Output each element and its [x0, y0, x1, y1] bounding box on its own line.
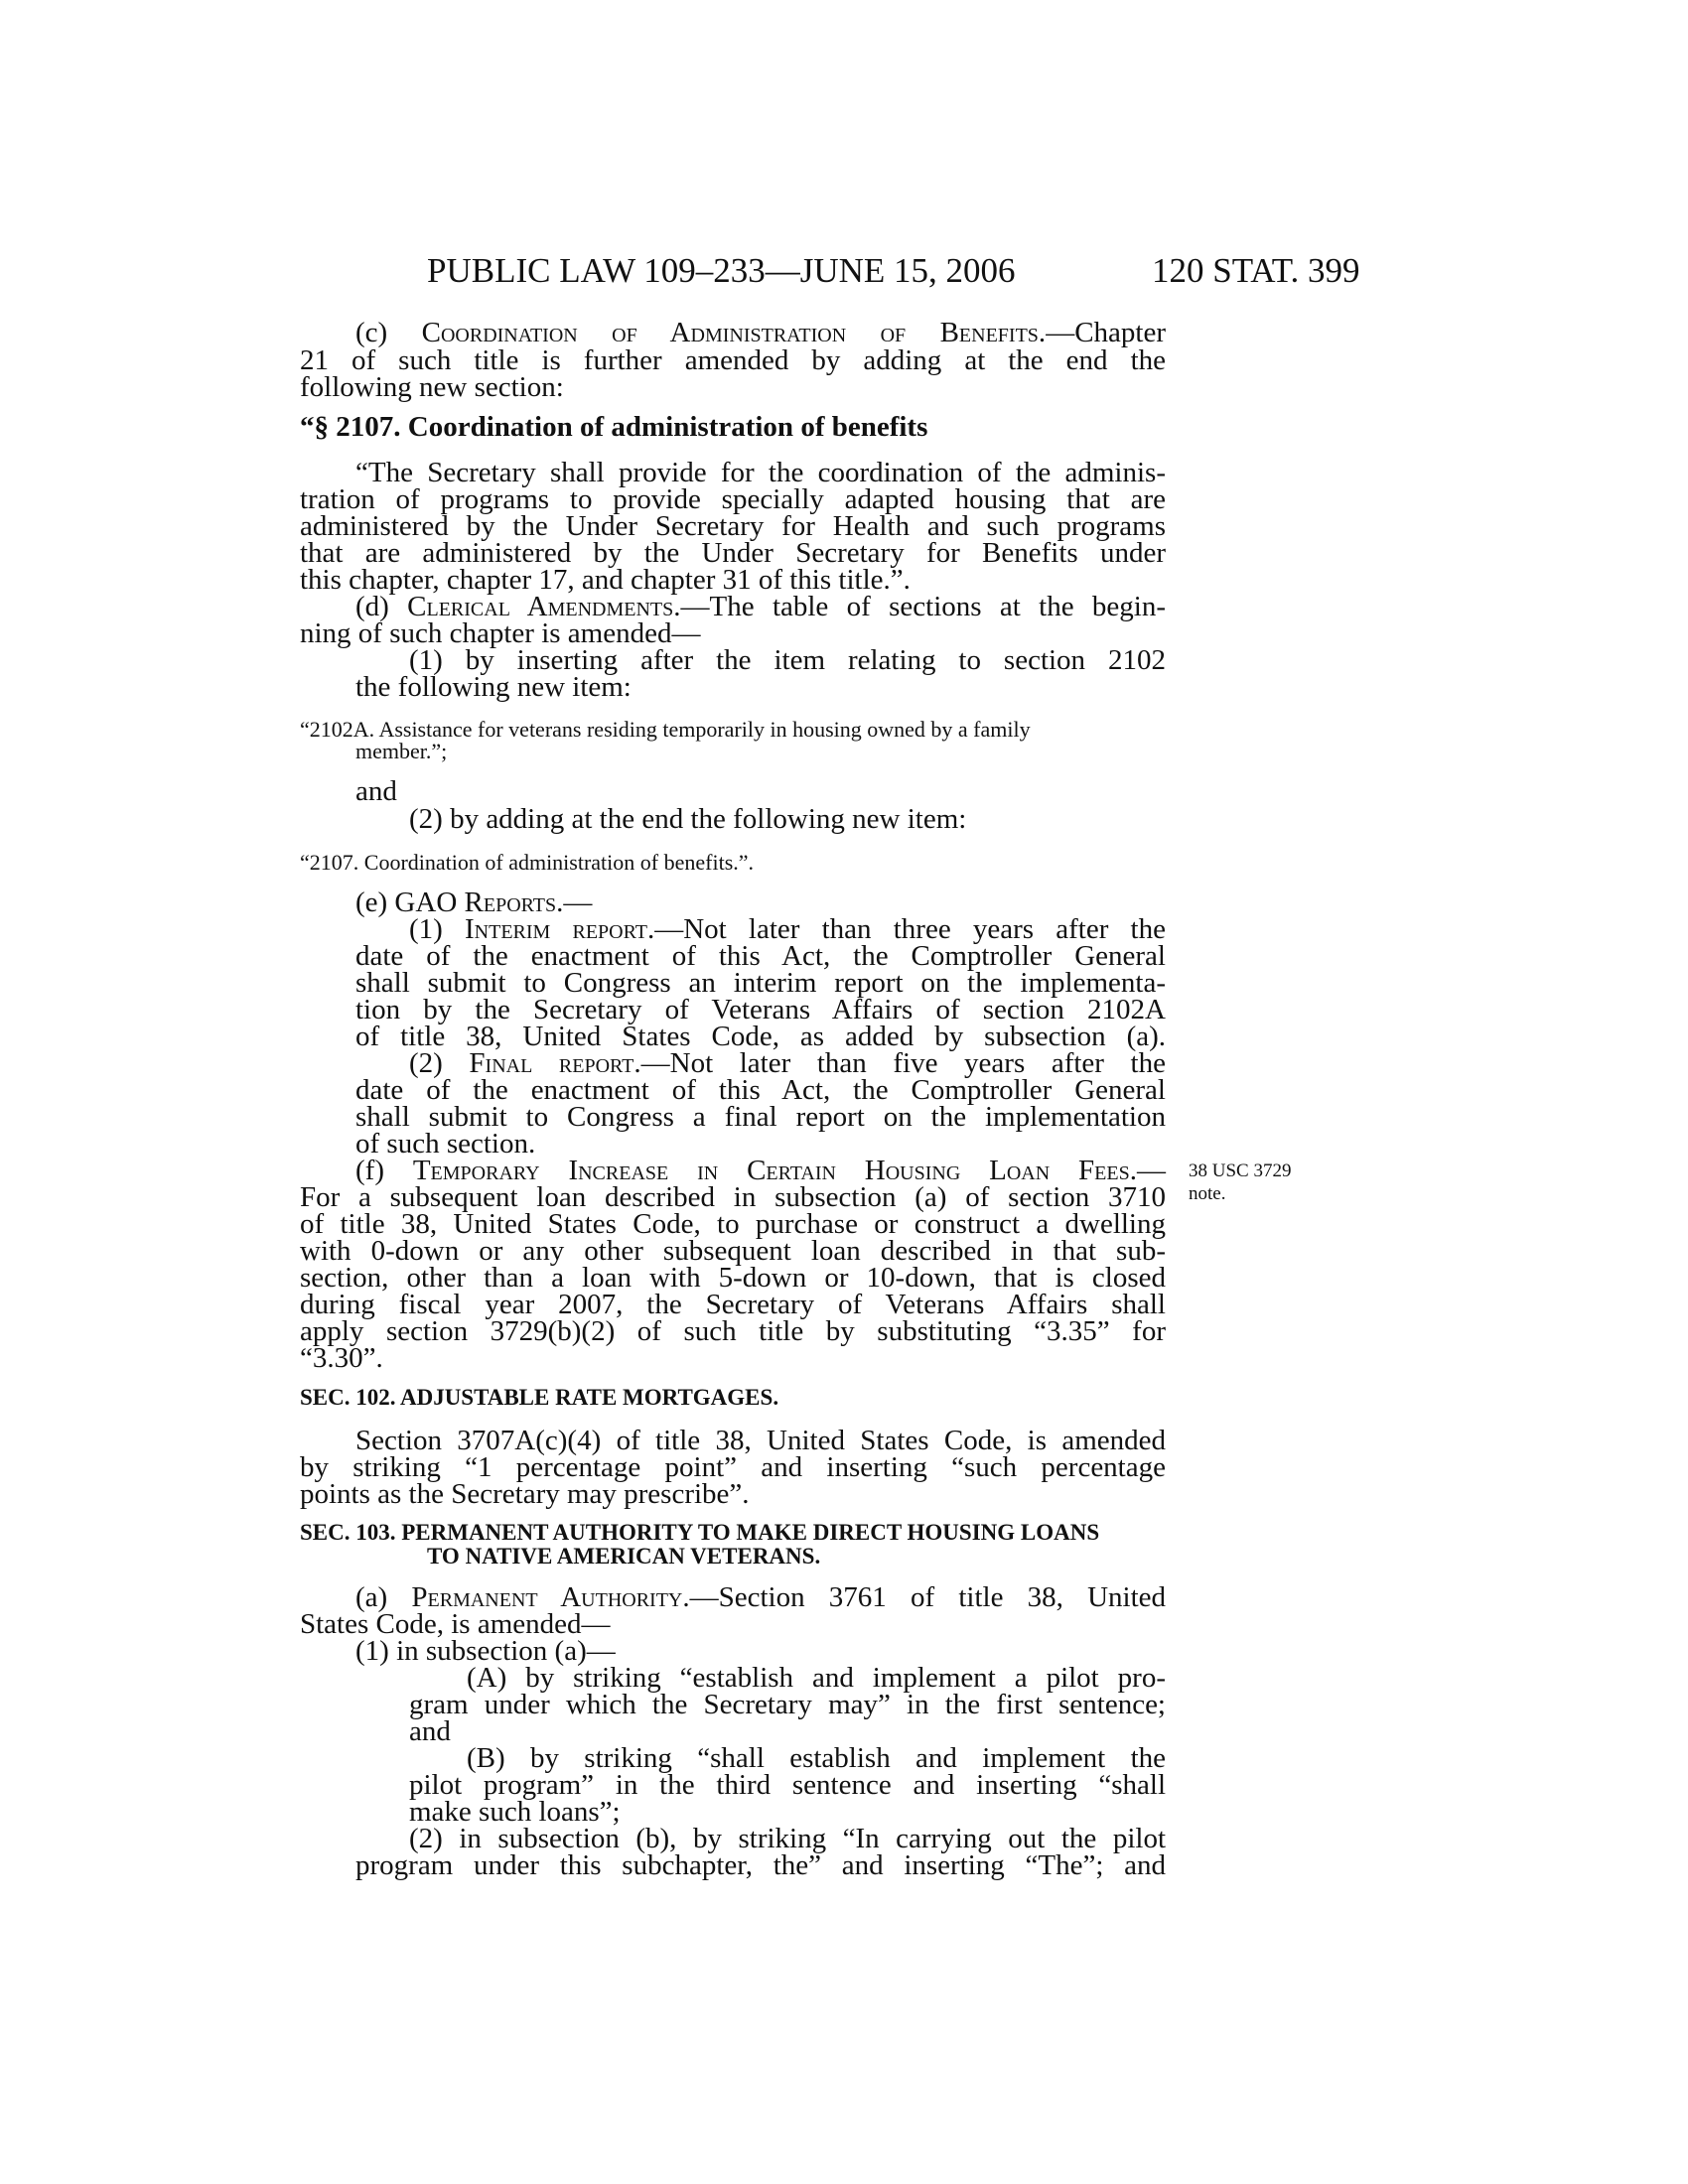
- subsection-e-dash: —: [563, 887, 593, 918]
- subsection-103a-label: (a): [355, 1581, 412, 1613]
- section-103-heading: SEC. 103. PERMANENT AUTHORITY TO MAKE DIRECT HOUSING LOANS: [300, 1520, 1100, 1545]
- text-line: shall submit to Congress a final report on the implementation: [355, 1101, 1166, 1133]
- text-line: gram under which the Secretary may” in the first sentence;: [409, 1689, 1166, 1720]
- text-line: points as the Secretary may prescribe”.: [300, 1478, 750, 1510]
- paragraph-e1-heading: Interim report.: [465, 913, 655, 945]
- text-line: tration of programs to provide specially adapted housing that are: [300, 483, 1166, 515]
- text-line: (2) in subsection (b), by striking “In carrying out the pilot: [409, 1823, 1166, 1854]
- subsection-d-text: —The table of sections at the begin-: [680, 591, 1166, 622]
- section-103-heading-cont: TO NATIVE AMERICAN VETERANS.: [427, 1544, 821, 1569]
- subsection-103a-heading: Permanent Authority.: [411, 1581, 690, 1613]
- margin-note-line-2: note.: [1189, 1183, 1226, 1204]
- section-102-heading: SEC. 102. ADJUSTABLE RATE MORTGAGES.: [300, 1385, 779, 1410]
- subsection-e-heading: Reports.: [464, 887, 564, 918]
- text-line: “3.30”.: [300, 1342, 383, 1374]
- text-line: tion by the Secretary of Veterans Affairs of section 2102A: [355, 994, 1166, 1025]
- table-item-2107: “2107. Coordination of administration of benefits.”.: [300, 850, 755, 875]
- subsection-d-label: (d): [355, 591, 408, 622]
- text-line: administered by the Under Secretary for Health and such programs: [300, 510, 1166, 542]
- text-line: and: [355, 775, 397, 807]
- subsection-c-text: —Chapter: [1046, 317, 1166, 348]
- text-line: 21 of such title is further amended by adding at the end the: [300, 344, 1166, 376]
- running-header-left: PUBLIC LAW 109–233—JUNE 15, 2006: [427, 251, 1016, 290]
- text-line: date of the enactment of this Act, the Comptroller General: [355, 1074, 1166, 1106]
- text-line: (1) by inserting after the item relating to section 2102: [409, 644, 1166, 676]
- paragraph-e1-text: —Not later than three years after the: [654, 913, 1166, 945]
- text-line: (2) by adding at the end the following new item:: [409, 803, 967, 835]
- subsection-f-dash: —: [1137, 1155, 1166, 1186]
- table-item-2102a: “2102A. Assistance for veterans residing temporarily in housing owned by a family: [300, 717, 1031, 742]
- subsection-f-heading: Temporary Increase in Certain Housing Loan Fees.: [412, 1155, 1137, 1186]
- text-line: following new section:: [300, 371, 564, 403]
- text-line: the following new item:: [355, 671, 632, 703]
- text-line: (B) by striking “shall establish and implement the: [467, 1742, 1166, 1774]
- text-line: Section 3707A(c)(4) of title 38, United States Code, is amended: [355, 1425, 1166, 1456]
- text-line: apply section 3729(b)(2) of such title by substituting “3.35” for: [300, 1315, 1166, 1347]
- text-line: of such section.: [355, 1128, 536, 1160]
- text-line: of title 38, United States Code, as added by subsection (a).: [355, 1021, 1166, 1052]
- subsection-c-line: [355, 319, 1166, 347]
- subsection-103a-text: —Section 3761 of title 38, United: [689, 1581, 1167, 1613]
- running-header-right: 120 STAT. 399: [1152, 251, 1360, 290]
- text-line: (1) in subsection (a)—: [355, 1635, 616, 1667]
- text-line: (A) by striking “establish and implement a pilot pro-: [467, 1662, 1166, 1694]
- text-line: make such loans”;: [409, 1796, 621, 1828]
- text-line: with 0-down or any other subsequent loan described in that sub-: [300, 1235, 1166, 1267]
- text-line: this chapter, chapter 17, and chapter 31 of this title.”.: [300, 564, 911, 596]
- text-line: section, other than a loan with 5-down or 10-down, that is closed: [300, 1262, 1166, 1294]
- text-line: date of the enactment of this Act, the Comptroller General: [355, 940, 1166, 972]
- text-line: pilot program” in the third sentence and inserting “shall: [409, 1769, 1166, 1801]
- text-line: States Code, is amended—: [300, 1608, 611, 1640]
- text-line: by striking “1 percentage point” and inserting “such percentage: [300, 1451, 1166, 1483]
- text-line: “The Secretary shall provide for the coordination of the adminis-: [355, 457, 1166, 488]
- margin-note-line-1: 38 USC 3729: [1189, 1160, 1292, 1181]
- paragraph-e1-label: (1): [409, 913, 465, 945]
- text-line: shall submit to Congress an interim report on the implementa-: [355, 967, 1166, 999]
- text-line: during fiscal year 2007, the Secretary of Veterans Affairs shall: [300, 1289, 1166, 1320]
- text-line: For a subsequent loan described in subsection (a) of section 3710: [300, 1181, 1166, 1213]
- subsection-c-label: (c): [355, 317, 422, 348]
- subsection-d-heading: Clerical Amendments.: [407, 591, 681, 622]
- paragraph-e2-text: —Not later than five years after the: [640, 1047, 1166, 1079]
- text-line: and: [409, 1715, 451, 1747]
- text-line: of title 38, United States Code, to purchase or construct a dwelling: [300, 1208, 1166, 1240]
- paragraph-e2-heading: Final report.: [469, 1047, 641, 1079]
- subsection-c-heading: Coordination of Administration of Benefits.: [421, 317, 1047, 348]
- subsection-e-label: (e) GAO: [355, 887, 465, 918]
- section-2107-heading: “§ 2107. Coordination of administration of benefits: [300, 411, 928, 443]
- table-item-2102a-cont: member.”;: [355, 739, 448, 763]
- subsection-f-label: (f): [355, 1155, 413, 1186]
- text-line: program under this subchapter, the” and inserting “The”; and: [355, 1849, 1166, 1881]
- text-line: that are administered by the Under Secretary for Benefits under: [300, 537, 1166, 569]
- paragraph-e2-label: (2): [409, 1047, 470, 1079]
- text-line: ning of such chapter is amended—: [300, 617, 701, 649]
